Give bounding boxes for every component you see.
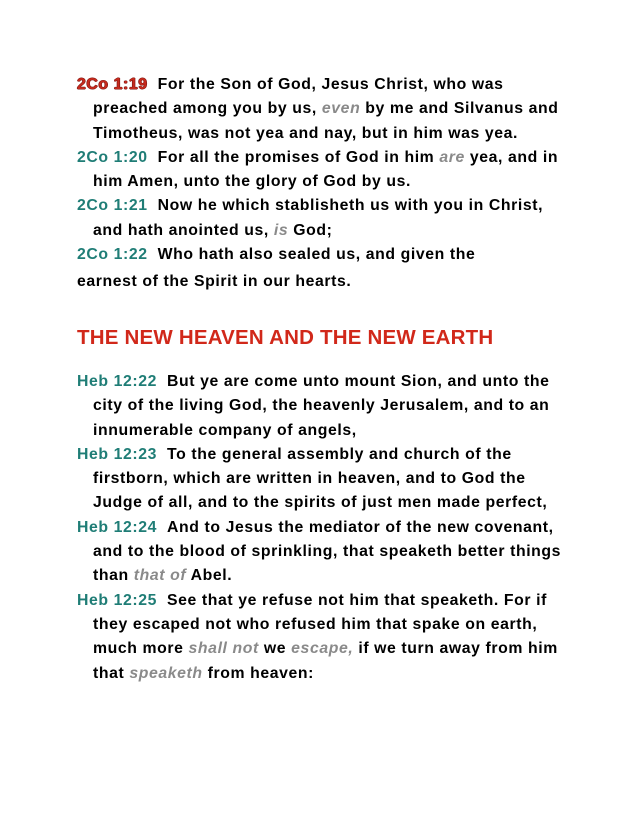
verse-text: For all the promises of God in him (157, 148, 440, 166)
verse-2co-1-22 (77, 243, 567, 267)
verse-block-corinthians (77, 73, 567, 295)
italic-word: escape, (291, 640, 354, 658)
verse-text: But ye are come unto mount Sion, and unto the city of the living God, the heavenly Jerusalem, and to an innumerable company of angels, (93, 373, 550, 439)
verse-heb-12-25 (77, 589, 567, 686)
verse-text: earnest of the Spirit in our hearts. (77, 273, 352, 291)
verse-heb-12-22 (77, 370, 567, 443)
verse-reference: 2Co 1:22 (77, 246, 148, 264)
verse-text: Abel. (186, 567, 233, 585)
verse-2co-1-19 (77, 73, 567, 146)
verse-reference: Heb 12:25 (77, 591, 158, 609)
verse-2co-1-22-continued (77, 270, 567, 294)
verse-text: Who hath also sealed us, and given the (157, 246, 476, 264)
verse-block-hebrews (77, 370, 567, 686)
italic-word: are (439, 148, 465, 166)
verse-text: by me and Silvanus and Timotheus, was not yea and nay, but in him was yea. (93, 100, 559, 142)
verse-text: And to Jesus the mediator of the new covenant, and to the blood of sprinkling, that speaketh better things than (93, 518, 562, 585)
verse-text: For the Son of God, Jesus Christ, who was preached among you by us, (93, 76, 504, 118)
verse-heb-12-24 (77, 516, 567, 589)
section-heading: THE NEW HEAVEN AND THE NEW EARTH (77, 326, 494, 349)
verse-2co-1-21 (77, 194, 567, 243)
verse-text: God; (288, 221, 333, 239)
verse-reference: Heb 12:24 (77, 518, 158, 536)
verse-text: To the general assembly and church of the firstborn, which are written in heaven, and to God the Judge of all, and to the spirits of just men made perfect, (93, 445, 548, 512)
verse-reference: 2Co 1:21 (77, 197, 148, 215)
verse-text: from heaven: (202, 664, 315, 682)
italic-word: is (273, 221, 289, 239)
verse-text: we (258, 640, 292, 658)
verse-reference: 2Co 1:20 (77, 148, 148, 166)
verse-text: Now he which stablisheth us with you in Christ, and hath anointed us, (93, 197, 544, 239)
verse-heb-12-23 (77, 443, 567, 516)
italic-word: even (321, 100, 361, 118)
italic-word: speaketh (129, 664, 203, 682)
verse-text: See that ye refuse not him that speaketh. For if they escaped not who refused him that spake on earth, much more (93, 591, 547, 658)
verse-reference: Heb 12:22 (77, 373, 158, 390)
verse-text: if we turn away from him that (93, 640, 558, 682)
italic-word: that of (133, 567, 187, 585)
verse-reference: Heb 12:23 (77, 445, 158, 463)
verse-text: yea, and in him Amen, unto the glory of God by us. (93, 148, 559, 191)
italic-word: shall not (188, 640, 259, 658)
verse-2co-1-20 (77, 146, 567, 195)
verse-reference: 2Co 1:19 (77, 76, 148, 93)
